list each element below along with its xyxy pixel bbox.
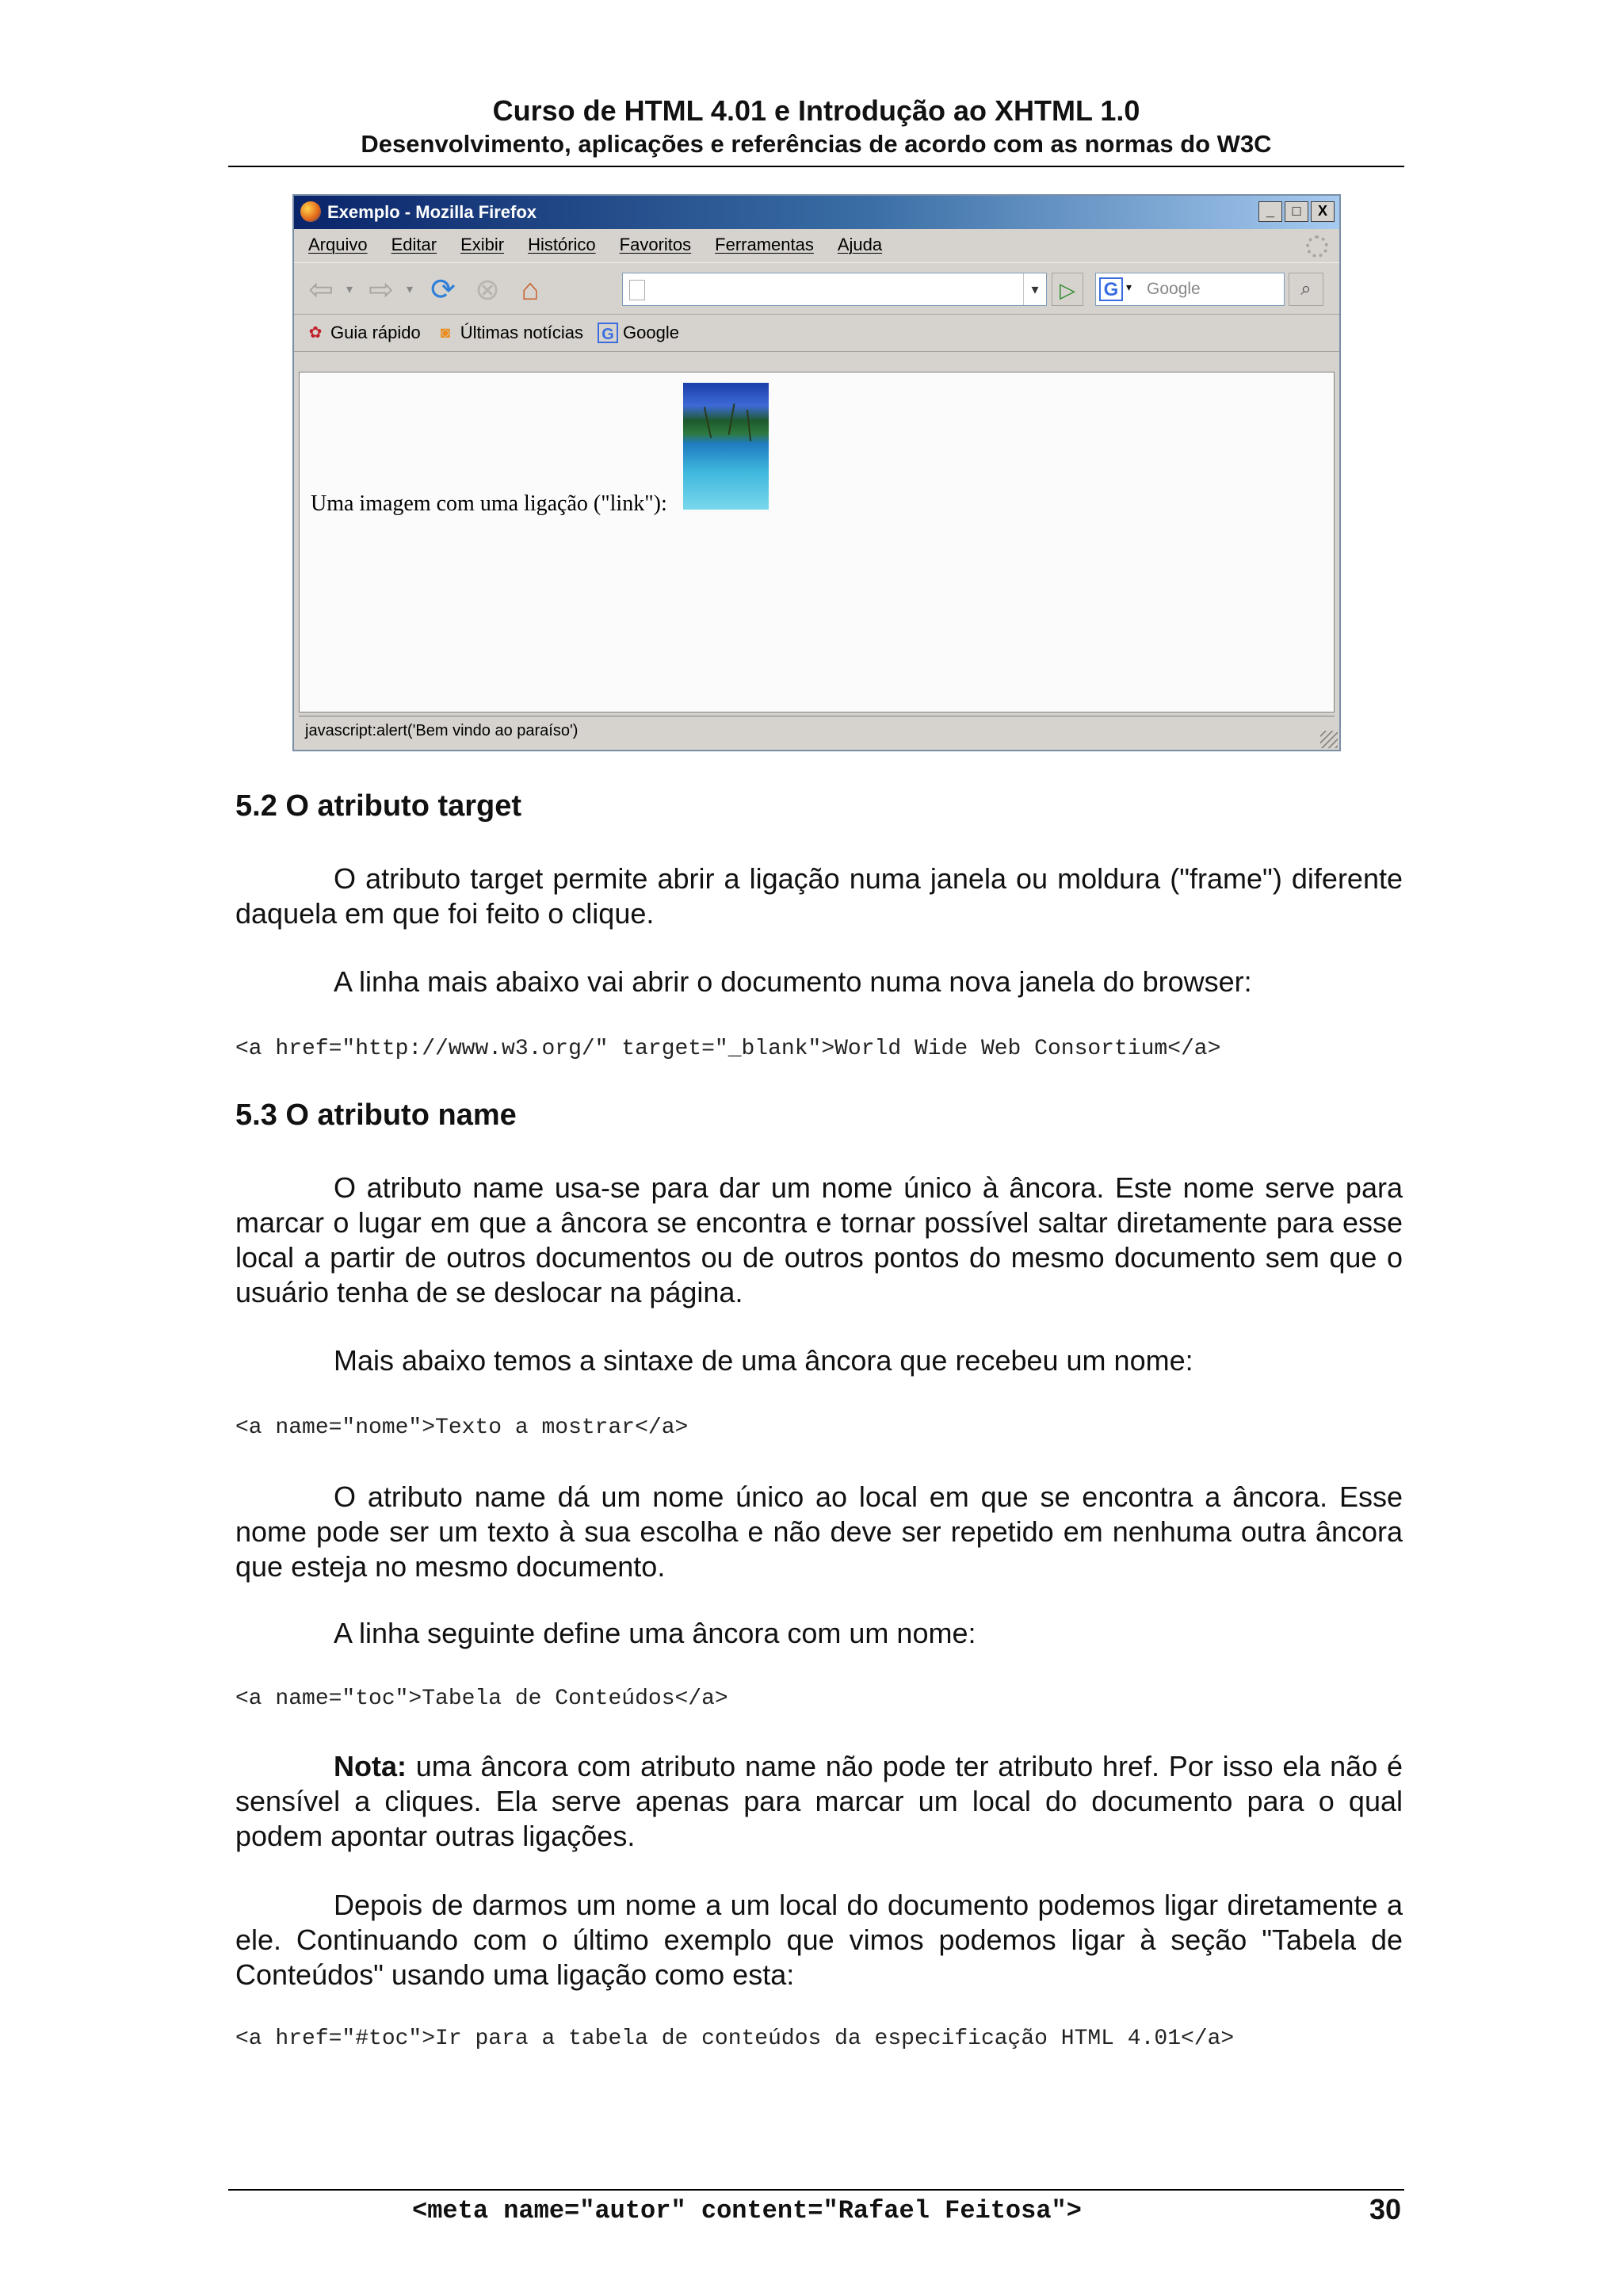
window-controls (1258, 201, 1335, 222)
chevron-down-icon: ▾ (1126, 281, 1132, 293)
google-icon: G (598, 323, 618, 343)
code-sample: <a href="#toc">Ir para a tabela de conteúdos da especificação HTML 4.01</a> (235, 2027, 1235, 2051)
forward-arrow-icon[interactable]: ⇨ (369, 273, 394, 307)
paragraph: A linha mais abaixo vai abrir o documento numa nova janela do browser: (334, 965, 1252, 998)
menu-arquivo[interactable]: Arquivo (308, 235, 368, 254)
code-sample: <a name="toc">Tabela de Conteúdos</a> (235, 1687, 728, 1711)
paragraph: Depois de darmos um nome a um local do documento podemos ligar diretamente a ele. Continuando com o último exemplo que vimos podemos ligar à seção "Tabela de Conteúdos" usando uma ligação como esta: (235, 1889, 1403, 1991)
forward-dropdown-icon[interactable]: ▾ (406, 283, 414, 296)
firefox-help-icon: ✿ (308, 324, 323, 342)
browser-titlebar (294, 196, 1339, 229)
stop-icon[interactable]: ⊗ (475, 273, 500, 307)
bookmarks-toolbar (294, 315, 1339, 352)
bookmark-label: Google (623, 323, 679, 342)
island-image-link[interactable] (683, 383, 769, 510)
footer-rule (228, 2189, 1404, 2191)
document-subtitle: Desenvolvimento, aplicações e referências de acordo com as normas do W3C (361, 130, 1272, 158)
maximize-button[interactable]: □ (1285, 201, 1308, 222)
page-icon (629, 280, 645, 300)
menu-historico[interactable]: Histórico (528, 235, 596, 254)
menu-favoritos[interactable]: Favoritos (619, 235, 692, 254)
search-icon[interactable]: ⌕ (1289, 273, 1323, 306)
paragraph: Mais abaixo temos a sintaxe de uma âncora que recebeu um nome: (334, 1344, 1193, 1377)
menu-ajuda[interactable]: Ajuda (837, 235, 883, 254)
search-engine-selector[interactable] (1095, 273, 1143, 306)
browser-content-area (299, 372, 1335, 712)
document-title: Curso de HTML 4.01 e Introdução ao XHTML 1.0 (492, 94, 1140, 127)
home-icon[interactable]: ⌂ (521, 273, 540, 307)
url-bar[interactable] (622, 273, 1047, 306)
paragraph: O atributo name dá um nome único ao local em que se encontra a âncora. Esse nome pode ser um texto à sua escolha e não deve ser repetido em nenhuma outra âncora que esteja no mesmo documento. (235, 1480, 1403, 1583)
bookmark-guia-rapido[interactable] (305, 323, 421, 343)
page-number: 30 (1369, 2193, 1402, 2225)
paragraph: A linha seguinte define uma âncora com um nome: (334, 1617, 976, 1649)
resize-grip-icon[interactable] (1320, 731, 1338, 748)
close-button[interactable]: X (1311, 201, 1335, 222)
palm-tree-shape (704, 407, 712, 438)
content-text: Uma imagem com uma ligação ("link"): (311, 491, 667, 516)
reload-icon[interactable]: ⟳ (430, 273, 456, 307)
palm-tree-shape (728, 403, 735, 435)
url-dropdown-icon[interactable]: ▾ (1023, 273, 1046, 305)
bookmark-ultimas-noticias[interactable] (435, 323, 583, 343)
browser-screenshot (292, 194, 1341, 751)
bookmark-label: Guia rápido (330, 323, 421, 342)
google-icon: G (1099, 277, 1123, 301)
browser-window-title: Exemplo - Mozilla Firefox (327, 202, 537, 222)
note-paragraph: Nota: uma âncora com atributo name não pode ter atributo href. Por isso ela não é sensível a cliques. Ela serve apenas para marcar um local do documento para o qual podem apontar outras ligações. (235, 1750, 1403, 1852)
throbber-icon (1306, 235, 1328, 258)
note-label: Nota: (334, 1750, 407, 1782)
firefox-logo-icon (300, 201, 321, 222)
back-dropdown-icon[interactable]: ▾ (346, 283, 353, 296)
bookmark-label: Últimas notícias (460, 323, 584, 342)
navigation-toolbar (294, 262, 1339, 315)
code-sample: <a name="nome">Texto a mostrar</a> (235, 1415, 689, 1440)
status-text: javascript:alert('Bem vindo ao paraíso') (305, 722, 579, 739)
paragraph: O atributo name usa-se para dar um nome único à âncora. Este nome serve para marcar o lugar em que a âncora se encontra e tornar possível saltar diretamente para esse local a partir de outros documentos ou de outros pontos do mesmo documento sem que o usuário tenha de se deslocar na página. (235, 1171, 1403, 1308)
paragraph: O atributo target permite abrir a ligação numa janela ou moldura ("frame") diferente daquela em que foi feito o clique. (235, 862, 1403, 930)
bookmark-google[interactable] (598, 323, 679, 343)
code-sample: <a href="http://www.w3.org/" target="_blank">World Wide Web Consortium</a> (235, 1037, 1221, 1061)
back-arrow-icon[interactable]: ⇦ (308, 273, 334, 307)
header-rule (228, 166, 1404, 167)
go-icon[interactable]: ▷ (1052, 273, 1083, 306)
minimize-button[interactable]: _ (1258, 201, 1282, 222)
footer-meta-tag: <meta name="autor" content="Rafael Feitosa"> (412, 2196, 1082, 2225)
browser-menubar (294, 229, 1339, 261)
page-header (228, 94, 1404, 160)
menu-ferramentas[interactable]: Ferramentas (715, 235, 814, 254)
rss-feed-icon: ◙ (440, 324, 450, 342)
section-heading-5-3: 5.3 O atributo name (235, 1098, 517, 1132)
search-input[interactable]: Google (1142, 273, 1285, 306)
menu-exibir[interactable]: Exibir (460, 235, 505, 254)
status-bar (299, 716, 1335, 745)
palm-tree-shape (747, 410, 751, 441)
section-heading-5-2: 5.2 O atributo target (235, 789, 522, 823)
menu-editar[interactable]: Editar (391, 235, 437, 254)
